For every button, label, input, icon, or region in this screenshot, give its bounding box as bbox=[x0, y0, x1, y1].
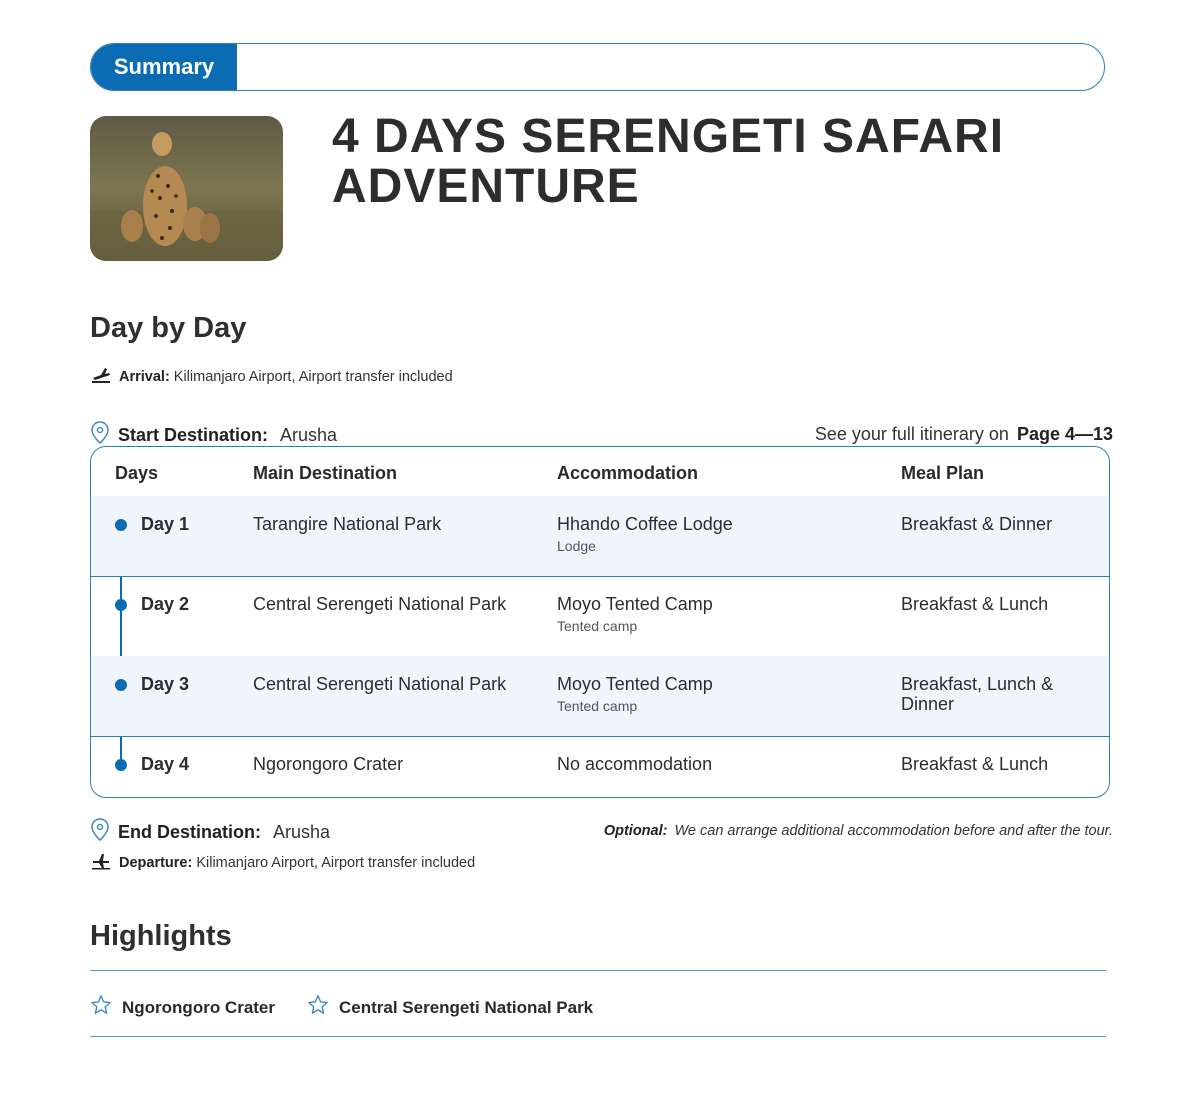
accommodation bbox=[557, 674, 713, 714]
main-destination: Tarangire National Park bbox=[253, 514, 442, 534]
optional-label: Optional: bbox=[603, 823, 668, 839]
table-row bbox=[91, 656, 1109, 737]
column-header-destination: Main Destination bbox=[253, 463, 398, 483]
table-row bbox=[91, 576, 1109, 657]
meal-plan: Breakfast & Lunch bbox=[901, 754, 1049, 774]
location-pin-icon bbox=[90, 818, 110, 847]
highlights-top-divider bbox=[90, 970, 1106, 971]
highlights-bottom-divider bbox=[90, 1036, 1106, 1037]
arrival-line bbox=[91, 366, 453, 388]
tour-title bbox=[332, 112, 1092, 212]
timeline-dot-icon bbox=[115, 679, 127, 691]
star-icon bbox=[307, 994, 329, 1021]
accommodation bbox=[557, 594, 713, 634]
highlight-label: Ngorongoro Crater bbox=[122, 997, 275, 1017]
tour-title-line2: ADVENTURE bbox=[332, 160, 640, 213]
main-destination: Central Serengeti National Park bbox=[253, 594, 507, 614]
timeline-dot-icon bbox=[115, 759, 127, 771]
arrival-label: Arrival: bbox=[119, 369, 170, 385]
optional-note bbox=[604, 823, 1113, 839]
summary-bar bbox=[90, 43, 1105, 91]
itinerary-table bbox=[90, 446, 1110, 798]
main-destination: Central Serengeti National Park bbox=[253, 674, 507, 694]
start-destination-value: Arusha bbox=[280, 425, 338, 445]
highlight-label: Central Serengeti National Park bbox=[339, 997, 594, 1017]
highlight-item bbox=[90, 994, 275, 1021]
departure-label: Departure: bbox=[119, 855, 193, 871]
plane-arrival-icon bbox=[91, 366, 111, 388]
accommodation bbox=[557, 754, 712, 775]
accommodation-name: Moyo Tented Camp bbox=[557, 674, 713, 694]
highlights-list bbox=[90, 994, 593, 1021]
end-destination-value: Arusha bbox=[273, 822, 331, 842]
end-destination bbox=[90, 818, 330, 847]
column-header-meal-plan: Meal Plan bbox=[901, 463, 985, 483]
column-header-days: Days bbox=[115, 463, 159, 483]
accommodation-name: Moyo Tented Camp bbox=[557, 594, 713, 614]
itinerary-page-note bbox=[815, 424, 1113, 445]
plane-departure-icon bbox=[91, 852, 111, 874]
highlight-item bbox=[307, 994, 593, 1021]
accommodation-type: Tented camp bbox=[557, 618, 638, 634]
column-header-accommodation: Accommodation bbox=[557, 463, 699, 483]
departure-line bbox=[91, 852, 475, 874]
accommodation-type: Tented camp bbox=[557, 698, 638, 714]
meal-plan: Breakfast, Lunch & Dinner bbox=[901, 674, 1054, 714]
meal-plan: Breakfast & Dinner bbox=[901, 514, 1053, 534]
start-destination-label: Start Destination: bbox=[118, 425, 269, 445]
table-header bbox=[91, 447, 1109, 497]
main-destination: Ngorongoro Crater bbox=[253, 754, 404, 774]
day-label: Day 4 bbox=[141, 754, 190, 774]
accommodation-type: Lodge bbox=[557, 538, 596, 554]
day-label: Day 3 bbox=[141, 674, 190, 694]
day-by-day-heading: Day by Day bbox=[90, 312, 247, 344]
cheetah-photo-icon bbox=[90, 116, 283, 261]
accommodation bbox=[557, 514, 733, 554]
accommodation-name: Hhando Coffee Lodge bbox=[557, 514, 733, 534]
summary-tab[interactable]: Summary bbox=[91, 44, 237, 90]
tour-photo bbox=[90, 116, 283, 261]
day-label: Day 1 bbox=[141, 514, 190, 534]
timeline-dot-icon bbox=[115, 599, 127, 611]
tour-title-line1: 4 DAYS SERENGETI SAFARI bbox=[332, 110, 1005, 163]
departure-text: Kilimanjaro Airport, Airport transfer included bbox=[196, 855, 476, 871]
accommodation-name: No accommodation bbox=[557, 754, 713, 774]
optional-text: We can arrange additional accommodation before and after the tour. bbox=[674, 823, 1113, 839]
star-icon bbox=[90, 994, 112, 1021]
table-row bbox=[91, 496, 1109, 577]
arrival-text: Kilimanjaro Airport, Airport transfer included bbox=[173, 369, 453, 385]
day-label: Day 2 bbox=[141, 594, 190, 614]
itinerary-note-text: See your full itinerary on bbox=[814, 424, 1009, 444]
meal-plan: Breakfast & Lunch bbox=[901, 594, 1049, 614]
table-row bbox=[91, 736, 1109, 797]
highlights-heading: Highlights bbox=[90, 920, 232, 952]
end-destination-label: End Destination: bbox=[118, 822, 261, 842]
itinerary-page-range[interactable]: Page 4—13 bbox=[1016, 424, 1113, 444]
timeline-dot-icon bbox=[115, 519, 127, 531]
